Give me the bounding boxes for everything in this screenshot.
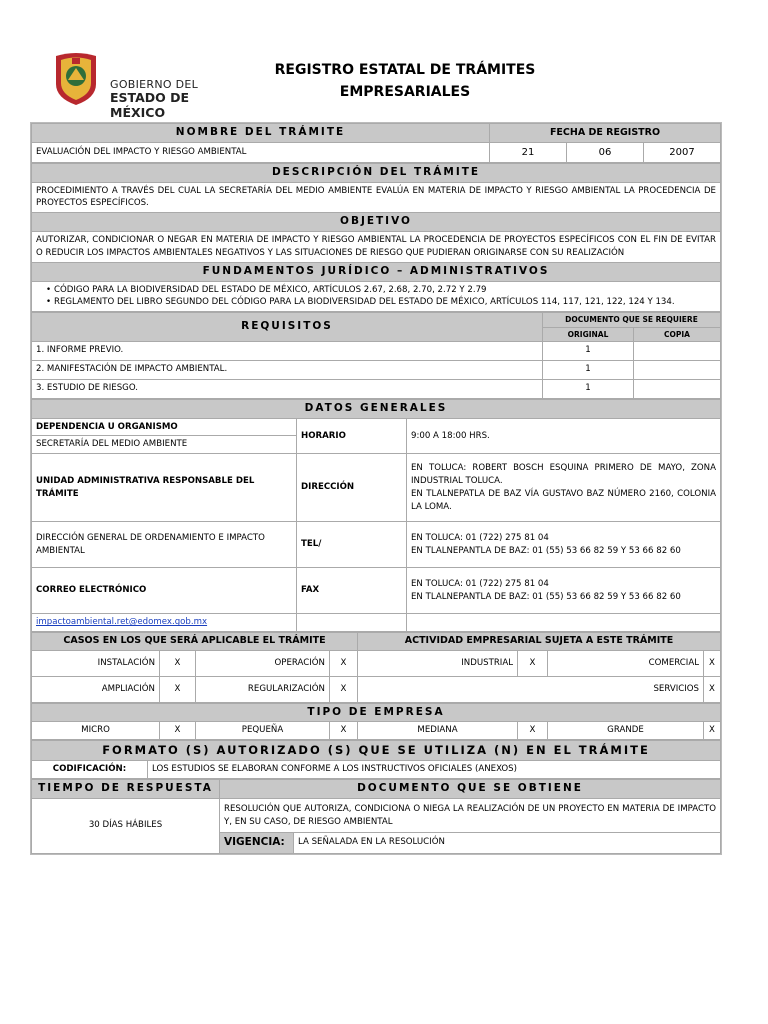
datos-generales-section — [31, 399, 721, 632]
codificacion-label: CODIFICACIÓN: — [32, 761, 148, 779]
page-subtitle: EMPRESARIALES — [339, 84, 471, 100]
caso-operacion: OPERACIÓN — [196, 650, 330, 676]
objetivo-header: OBJETIVO — [32, 213, 721, 232]
direccion-tlalnepantla: EN TLALNEPATLA DE BAZ VÍA GUSTAVO BAZ NÚMERO 2160, COLONIA LA LOMA. — [411, 488, 716, 512]
descripcion-section — [31, 163, 721, 313]
documento-requerido-header: DOCUMENTO QUE SE REQUIERE — [543, 313, 721, 327]
direccion-toluca: EN TOLUCA: ROBERT BOSCH ESQUINA PRIMERO DE MAYO, ZONA INDUSTRIAL TOLUCA. — [411, 463, 716, 486]
fundamentos-header: FUNDAMENTOS JURÍDICO – ADMINISTRATIVOS — [32, 262, 721, 281]
logo-text-line2: ESTADO DE MÉXICO — [110, 90, 190, 120]
coat-of-arms-icon — [52, 50, 100, 106]
tramite-name: EVALUACIÓN DEL IMPACTO Y RIESGO AMBIENTAL — [32, 142, 490, 162]
formato-header: FORMATO (S) AUTORIZADO (S) QUE SE UTILIZA (N) EN EL TRÁMITE — [32, 741, 721, 761]
tiempo-respuesta-header: TIEMPO DE RESPUESTA — [32, 780, 220, 799]
tipo-micro: MICRO — [32, 722, 160, 740]
checkbox-operacion[interactable]: X — [330, 650, 358, 676]
tipo-pequena: PEQUEÑA — [196, 722, 330, 740]
horario-value: 9:00 A 18:00 HRS. — [407, 418, 721, 454]
tel-value — [407, 522, 721, 568]
fax-value — [407, 568, 721, 614]
tipo-empresa-header: TIPO DE EMPRESA — [32, 703, 721, 722]
tel-label: TEL/ — [297, 522, 407, 568]
descripcion-header: DESCRIPCIÓN DEL TRÁMITE — [32, 163, 721, 182]
caso-instalacion: INSTALACIÓN — [32, 650, 160, 676]
fecha-anio: 2007 — [644, 142, 721, 162]
fecha-header: FECHA DE REGISTRO — [490, 124, 721, 143]
checkbox-ampliacion[interactable]: X — [160, 676, 196, 702]
fax-tlalnepantla: EN TLALNEPANTLA DE BAZ: 01 (55) 53 66 82 59 Y 53 66 82 60 — [411, 591, 681, 602]
unidad-label: UNIDAD ADMINISTRATIVA RESPONSABLE DEL TRÁMITE — [32, 454, 297, 522]
dependencia-value: SECRETARÍA DEL MEDIO AMBIENTE — [32, 436, 297, 454]
horario-label: HORARIO — [297, 418, 407, 454]
codificacion-value: LOS ESTUDIOS SE ELABORAN CONFORME A LOS INSTRUCTIVOS OFICIALES (ANEXOS) — [148, 761, 721, 779]
fundamentos-list — [32, 281, 721, 312]
fax-toluca: EN TOLUCA: 01 (722) 275 81 04 — [411, 578, 549, 589]
requisitos-header: REQUISITOS — [32, 313, 543, 342]
vigencia-value: LA SEÑALADA EN LA RESOLUCIÓN — [294, 833, 721, 854]
form-table — [30, 122, 722, 855]
requisito-copia — [634, 360, 721, 379]
checkbox-pequena[interactable]: X — [330, 722, 358, 740]
logo-text-line1: GOBIERNO DEL — [110, 78, 199, 91]
requisito-original: 1 — [543, 341, 634, 360]
email-cell — [32, 614, 297, 632]
requisito-row: 2. MANIFESTACIÓN DE IMPACTO AMBIENTAL. — [32, 360, 543, 379]
tel-tlalnepantla: EN TLALNEPANTLA DE BAZ: 01 (55) 53 66 82 59 Y 53 66 82 60 — [411, 545, 681, 556]
direccion-label: DIRECCIÓN — [297, 454, 407, 522]
vigencia-label: VIGENCIA: — [220, 833, 294, 854]
datos-generales-header: DATOS GENERALES — [32, 399, 721, 418]
tramite-section — [31, 123, 721, 163]
fundamento-item: • REGLAMENTO DEL LIBRO SEGUNDO DEL CÓDIGO PARA LA BIODIVERSIDAD DEL ESTADO DE MÉXICO, ARTÍCULOS 114, 117, 121, 122, 124 Y 134. — [46, 296, 716, 309]
descripcion-text: PROCEDIMIENTO A TRAVÉS DEL CUAL LA SECRETARÍA DEL MEDIO AMBIENTE EVALÚA EN MATERIA DE IMPACTO Y RIESGO AMBIENTAL LA PROCEDENCIA DE PROYECTOS ESPECÍFICOS. — [32, 182, 721, 213]
unidad-value: DIRECCIÓN GENERAL DE ORDENAMIENTO E IMPACTO AMBIENTAL — [32, 522, 297, 568]
original-header: ORIGINAL — [543, 327, 634, 341]
documento-obtiene-value: RESOLUCIÓN QUE AUTORIZA, CONDICIONA O NIEGA LA REALIZACIÓN DE UN PROYECTO EN MATERIA DE IMPACTO Y, EN SU CASO, DE RIESGO AMBIENTAL — [220, 799, 721, 833]
caso-ampliacion: AMPLIACIÓN — [32, 676, 160, 702]
formato-section — [31, 740, 721, 779]
page-title: REGISTRO ESTATAL DE TRÁMITES — [274, 62, 536, 78]
tipo-grande: GRANDE — [548, 722, 704, 740]
checkbox-servicios[interactable]: X — [704, 676, 721, 702]
fecha-mes: 06 — [567, 142, 644, 162]
requisito-original: 1 — [543, 360, 634, 379]
respuesta-section — [31, 779, 721, 854]
objetivo-text: AUTORIZAR, CONDICIONAR O NEGAR EN MATERIA DE IMPACTO Y RIESGO AMBIENTAL LA PROCEDENCIA DE PROYECTOS ESPECÍFICOS CON EL FIN DE EVITAR O REDUCIR LOS IMPACTOS AMBIENTALES NEGATIVOS Y LAS SITUACIONES DE RIESGO QUE PUDIERAN ORIGINARSE CON SU REALIZACIÓN — [32, 232, 721, 263]
correo-label: CORREO ELECTRÓNICO — [32, 568, 297, 614]
tel-toluca: EN TOLUCA: 01 (722) 275 81 04 — [411, 532, 549, 543]
fecha-dia: 21 — [490, 142, 567, 162]
email-link[interactable]: impactoambiental.ret@edomex.gob.mx — [36, 617, 208, 628]
tipo-empresa-section — [31, 703, 721, 741]
checkbox-instalacion[interactable]: X — [160, 650, 196, 676]
actividad-header: ACTIVIDAD EMPRESARIAL SUJETA A ESTE TRÁMITE — [358, 633, 721, 650]
checkbox-comercial[interactable]: X — [704, 650, 721, 676]
requisito-row: 1. INFORME PREVIO. — [32, 341, 543, 360]
actividad-comercial: COMERCIAL — [548, 650, 704, 676]
fax-label: FAX — [297, 568, 407, 614]
actividad-servicios: SERVICIOS — [358, 676, 704, 702]
tipo-mediana: MEDIANA — [358, 722, 518, 740]
actividad-industrial: INDUSTRIAL — [358, 650, 518, 676]
requisitos-section — [31, 312, 721, 399]
requisito-copia — [634, 379, 721, 398]
copia-header: COPIA — [634, 327, 721, 341]
checkbox-mediana[interactable]: X — [518, 722, 548, 740]
checkbox-grande[interactable]: X — [704, 722, 721, 740]
caso-regularizacion: REGULARIZACIÓN — [196, 676, 330, 702]
casos-header: CASOS EN LOS QUE SERÁ APLICABLE EL TRÁMITE — [32, 633, 358, 650]
checkbox-industrial[interactable]: X — [518, 650, 548, 676]
state-logo — [52, 50, 242, 120]
requisito-original: 1 — [543, 379, 634, 398]
checkbox-regularizacion[interactable]: X — [330, 676, 358, 702]
checkbox-micro[interactable]: X — [160, 722, 196, 740]
requisito-row: 3. ESTUDIO DE RIESGO. — [32, 379, 543, 398]
dependencia-label: DEPENDENCIA U ORGANISMO — [32, 418, 297, 436]
fundamento-item: • CÓDIGO PARA LA BIODIVERSIDAD DEL ESTADO DE MÉXICO, ARTÍCULOS 2.67, 2.68, 2.70, 2.72 Y 2.79 — [46, 284, 716, 297]
requisito-copia — [634, 341, 721, 360]
nombre-header: NOMBRE DEL TRÁMITE — [32, 124, 490, 143]
documento-obtiene-header: DOCUMENTO QUE SE OBTIENE — [220, 780, 721, 799]
direccion-value — [407, 454, 721, 522]
casos-section — [31, 632, 721, 702]
tiempo-respuesta-value: 30 DÍAS HÁBILES — [32, 799, 220, 854]
